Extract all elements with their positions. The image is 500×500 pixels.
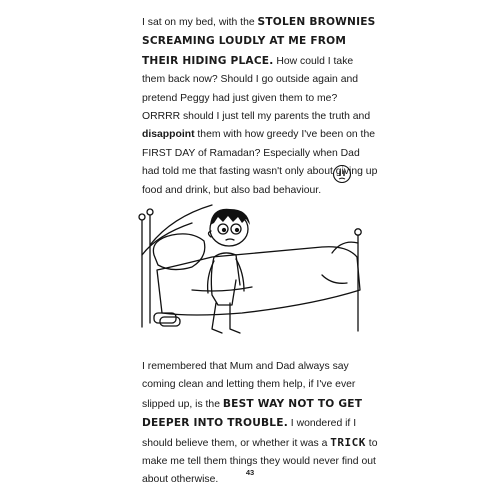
paragraph-2-text-2: I wondered if I should believe them, or whether it was a — [142, 418, 357, 449]
paragraph-1-text-1: I sat on my bed, with the — [142, 17, 258, 28]
page-number: 43 — [245, 468, 255, 477]
paragraph-2-text-3: to make me tell them things they would never find out about otherwise. — [142, 437, 378, 486]
boy-on-bed-illustration — [132, 195, 382, 345]
paragraph-1-text-3: them with how greedy I've been on the FIRST DAY of Ramadan? Especially when Dad had told me that fasting wasn't only about giving up food and drink, but also bad behaviour. — [142, 129, 378, 196]
paragraph-1-text-2: How could I take them back now? Should I go outside again and pretend Peggy had just given them to me? ORRRR should I just tell my parents the truth and — [142, 55, 371, 123]
worried-face-icon — [332, 164, 352, 184]
stolen-brownies-emphasis: STOLEN BROWNIES SCREAMING LOUDLY AT ME FROM THEIR HIDING PLACE. — [142, 16, 376, 67]
disappoint-emphasis: disappoint — [142, 129, 195, 141]
paragraph-2-text-1: I remembered that Mum and Dad always say coming clean and letting them help, if I've ever slipped up, is the — [142, 361, 356, 410]
trick-emphasis: TRICK — [330, 435, 366, 449]
best-way-emphasis: BEST WAY NOT TO GET DEEPER INTO TROUBLE. — [142, 397, 363, 430]
